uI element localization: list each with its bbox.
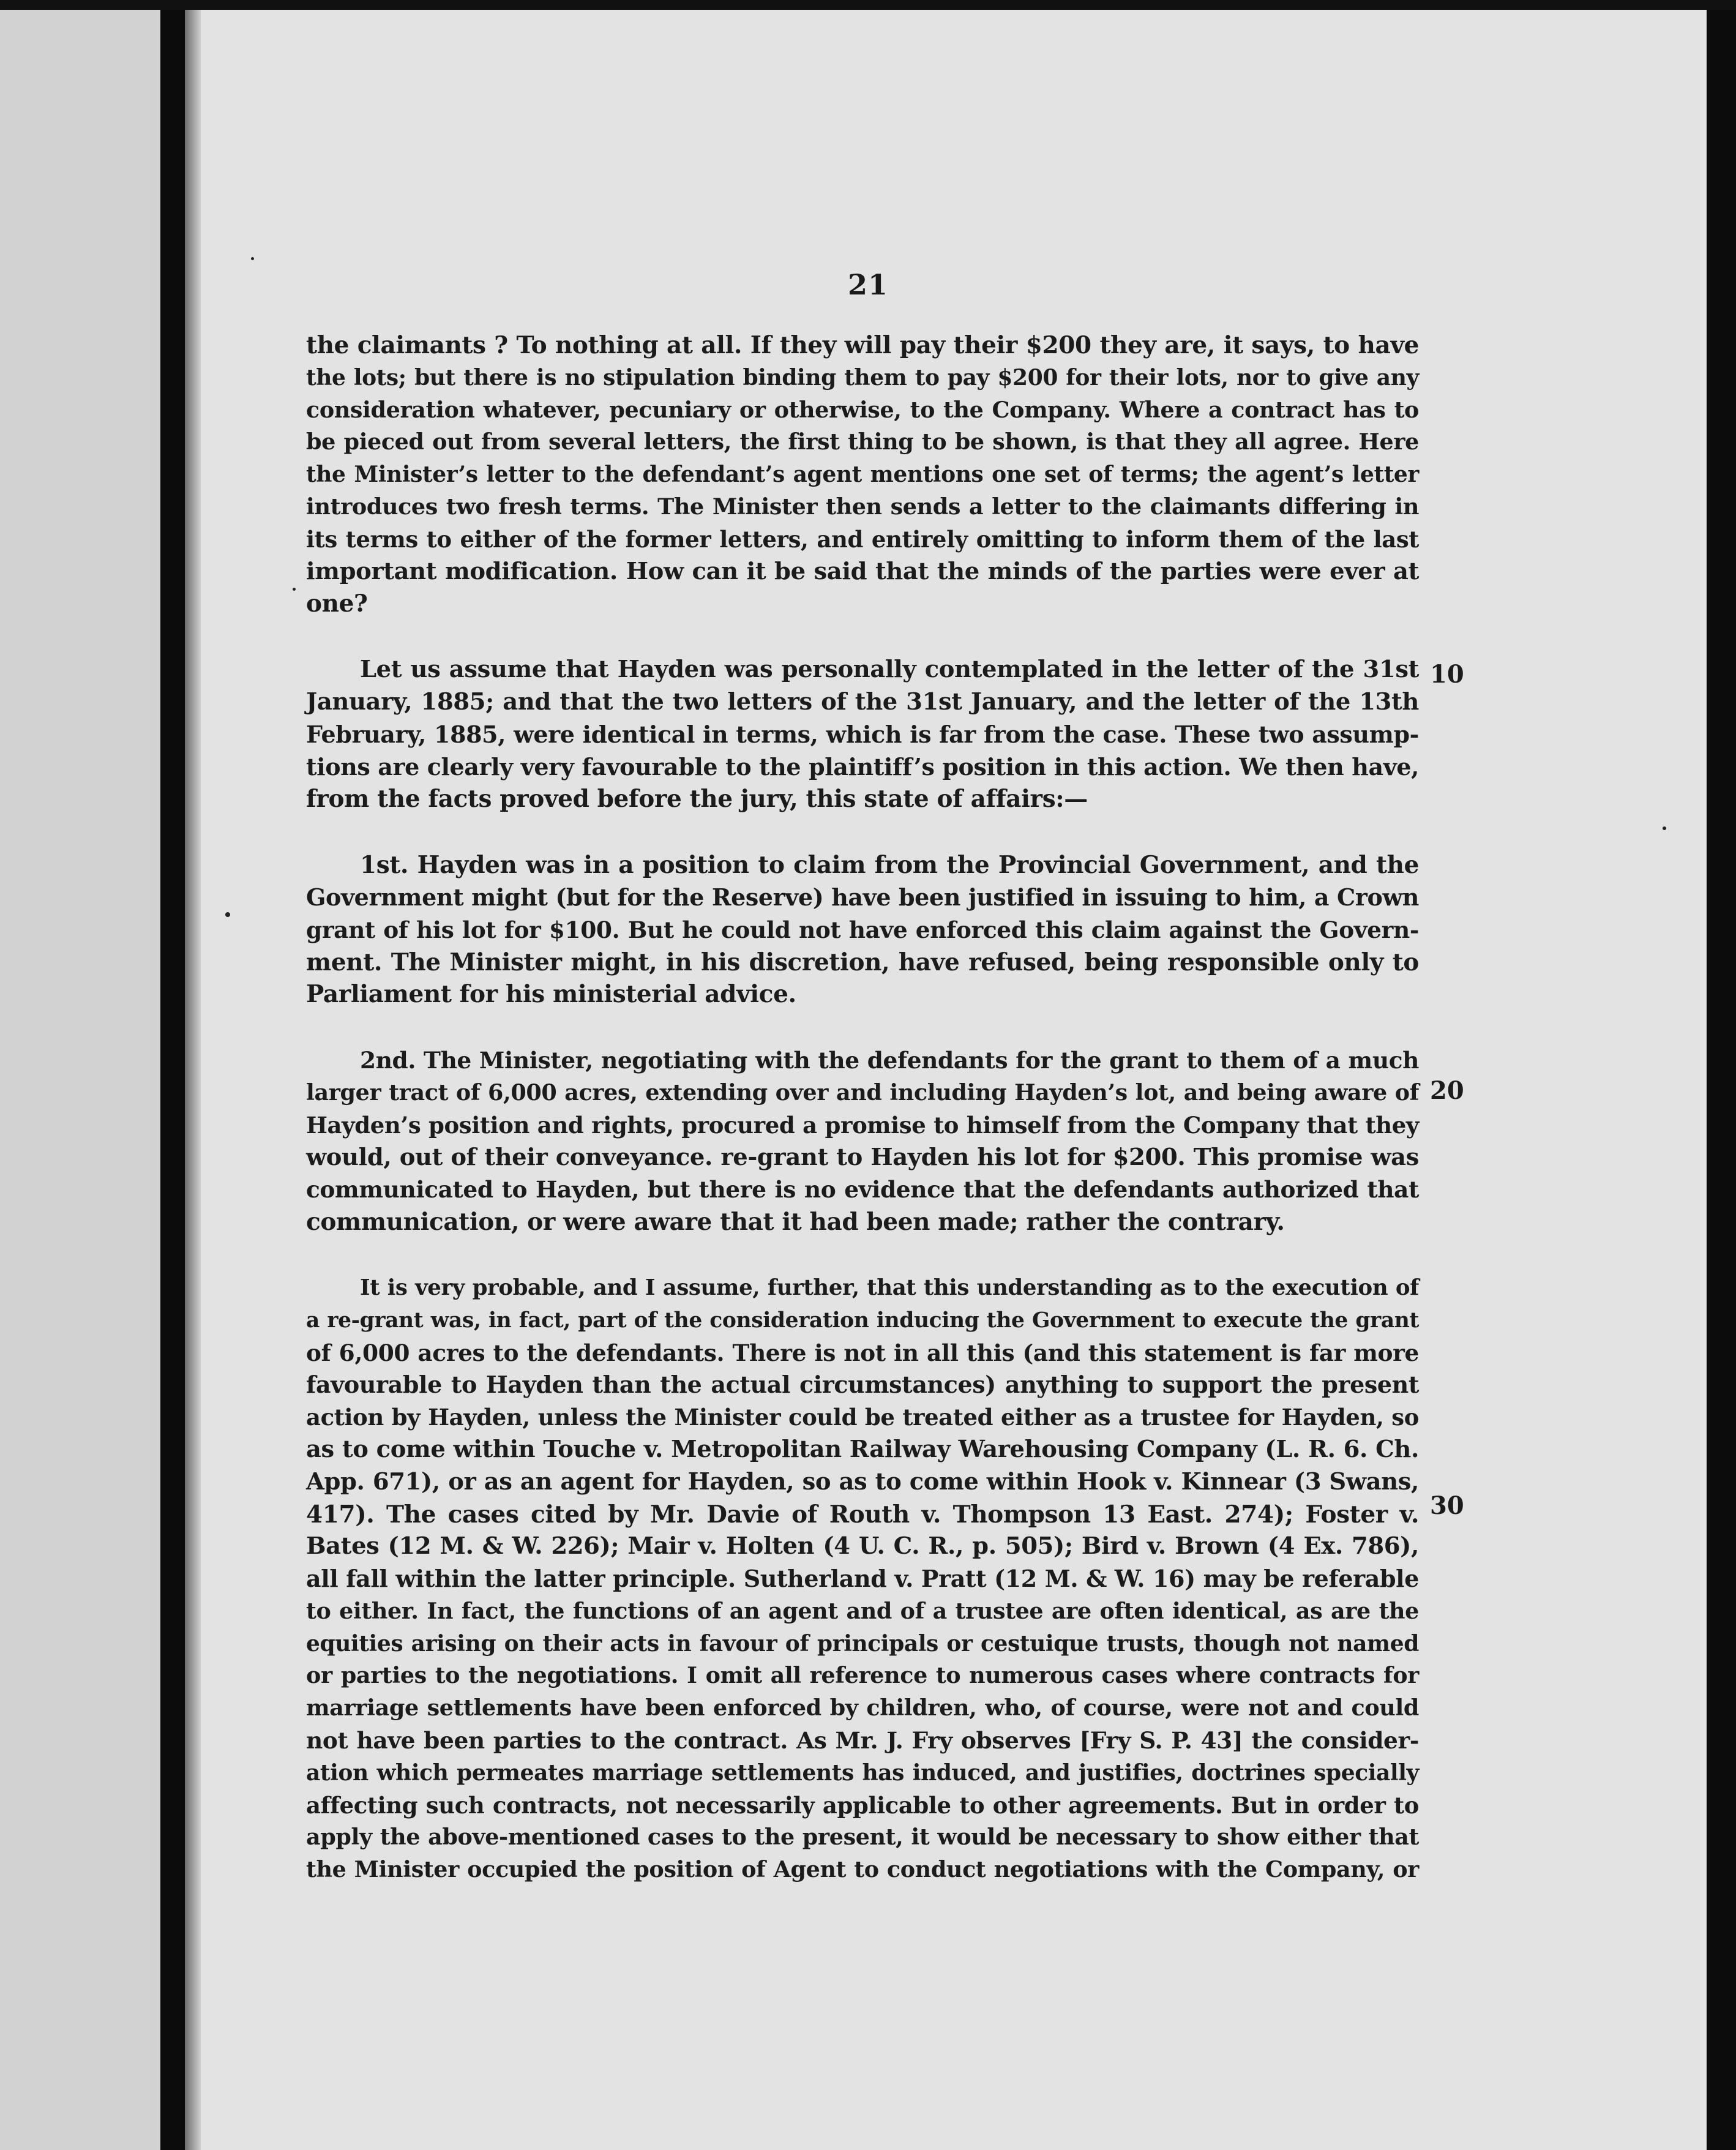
page-number: 21 bbox=[847, 268, 888, 301]
text-line: to either. In fact, the functions of an agent and of a trustee are often identical, as are the bbox=[306, 1597, 1419, 1624]
paragraph-second-point bbox=[306, 1044, 1419, 1238]
text-line: of 6,000 acres to the defendants. There is not in all this (and this statement is far more bbox=[306, 1339, 1419, 1366]
text-line: important modification. How can it be said that the minds of the parties were ever at bbox=[306, 557, 1419, 585]
paragraph-gap bbox=[306, 620, 1419, 654]
scan-speck bbox=[251, 257, 254, 260]
text-line: Hayden’s position and rights, procured a promise to himself from the Company that they bbox=[306, 1111, 1419, 1139]
text-line: its terms to either of the former letters, and entirely omitting to inform them of the last bbox=[306, 525, 1419, 553]
scan-top-edge bbox=[0, 0, 1736, 10]
paragraph-first-point bbox=[306, 849, 1419, 1011]
text-line: apply the above-mentioned cases to the present, it would be necessary to show either that bbox=[306, 1824, 1419, 1851]
text-line: 417). The cases cited by Mr. Davie of Routh v. Thompson 13 East. 274); Foster v. bbox=[306, 1500, 1419, 1529]
text-line: be pieced out from several letters, the first thing to be shown, is that they all agree. Here bbox=[306, 429, 1419, 455]
text-line: affecting such contracts, not necessarily applicable to other agreements. But in order to bbox=[306, 1791, 1419, 1819]
text-line: tions are clearly very favourable to the plaintiff’s position in this action. We then have, bbox=[306, 752, 1419, 781]
text-line: consideration whatever, pecuniary or otherwise, to the Company. Where a contract has to bbox=[306, 396, 1419, 423]
scan-speck bbox=[225, 912, 230, 917]
margin-line-number-30: 30 bbox=[1430, 1491, 1464, 1520]
text-line: App. 671), or as an agent for Hayden, so as to come within Hook v. Kinnear (3 Swans, bbox=[306, 1467, 1419, 1496]
text-line: action by Hayden, unless the Minister could be treated either as a trustee for Hayden, so bbox=[306, 1404, 1419, 1431]
paragraph-claimants bbox=[306, 329, 1419, 620]
text-line: not have been parties to the contract. As Mr. J. Fry observes [Fry S. P. 43] the consider- bbox=[306, 1727, 1419, 1755]
scan-gutter-shadow bbox=[185, 0, 201, 2150]
text-line: February, 1885, were identical in terms, which is far from the case. These two assump- bbox=[306, 720, 1419, 748]
paragraph-gap bbox=[306, 1011, 1419, 1044]
text-line: introduces two fresh terms. The Minister then sends a letter to the claimants differing in bbox=[306, 493, 1419, 520]
text-line: a re-grant was, in fact, part of the consideration inducing the Government to execute the grant bbox=[306, 1308, 1419, 1333]
text-line: as to come within Touche v. Metropolitan Railway Warehousing Company (L. R. 6. Ch. bbox=[306, 1435, 1419, 1463]
text-line: all fall within the latter principle. Sutherland v. Pratt (12 M. & W. 16) may be referable bbox=[306, 1565, 1419, 1593]
text-line: one? bbox=[306, 590, 368, 618]
paragraph-assumption bbox=[306, 654, 1419, 815]
text-line: the Minister occupied the position of Agent to conduct negotiations with the Company, or bbox=[306, 1856, 1419, 1883]
text-line: communication, or were aware that it had been made; rather the contrary. bbox=[306, 1208, 1285, 1237]
text-line: the lots; but there is no stipulation binding them to pay $200 for their lots, nor to give any bbox=[306, 364, 1419, 391]
text-line: would, out of their conveyance. re-grant to Hayden his lot for $200. This promise was bbox=[306, 1143, 1419, 1171]
text-line: grant of his lot for $100. But he could not have enforced this claim against the Govern- bbox=[306, 916, 1419, 943]
text-line: communicated to Hayden, but there is no evidence that the defendants authorized that bbox=[306, 1176, 1419, 1204]
text-line: It is very probable, and I assume, further, that this understanding as to the execution of bbox=[360, 1275, 1419, 1300]
scan-speck bbox=[293, 588, 296, 591]
text-line: 1st. Hayden was in a position to claim from the Provincial Government, and the bbox=[360, 851, 1419, 880]
text-line: larger tract of 6,000 acres, extending over and including Hayden’s lot, and being aware of bbox=[306, 1079, 1419, 1106]
scan-background-left bbox=[0, 0, 160, 2150]
scan-background-right bbox=[1707, 0, 1736, 2150]
body-text bbox=[306, 329, 1419, 1886]
paragraph-probable bbox=[306, 1272, 1419, 1886]
scan-speck bbox=[1663, 826, 1666, 830]
text-line: Bates (12 M. & W. 226); Mair v. Holten (4 U. C. R., p. 505); Bird v. Brown (4 Ex. 786), bbox=[306, 1532, 1419, 1560]
text-line: Let us assume that Hayden was personally contemplated in the letter of the 31st bbox=[360, 656, 1419, 684]
text-line: Parliament for his ministerial advice. bbox=[306, 980, 796, 1009]
margin-line-number-20: 20 bbox=[1430, 1076, 1464, 1105]
paragraph-gap bbox=[306, 815, 1419, 849]
text-line: Government might (but for the Reserve) have been justified in issuing to him, a Crown bbox=[306, 883, 1419, 911]
text-line: January, 1885; and that the two letters of the 31st January, and the letter of the 13th bbox=[306, 687, 1419, 716]
text-line: the claimants ? To nothing at all. If they will pay their $200 they are, it says, to have bbox=[306, 331, 1419, 359]
text-line: ation which permeates marriage settlements has induced, and justifies, doctrines specially bbox=[306, 1759, 1419, 1786]
text-line: the Minister’s letter to the defendant’s agent mentions one set of terms; the agent’s letter bbox=[306, 462, 1419, 488]
text-line: 2nd. The Minister, negotiating with the defendants for the grant to them of a much bbox=[360, 1047, 1419, 1074]
text-line: from the facts proved before the jury, this state of affairs:— bbox=[306, 785, 1088, 814]
text-line: equities arising on their acts in favour of principals or cestuique trusts, though not named bbox=[306, 1630, 1419, 1657]
scan-gutter-bar bbox=[160, 0, 185, 2150]
paragraph-gap bbox=[306, 1238, 1419, 1272]
text-line: favourable to Hayden than the actual circumstances) anything to support the present bbox=[306, 1371, 1419, 1399]
text-line: or parties to the negotiations. I omit all reference to numerous cases where contracts for bbox=[306, 1662, 1419, 1689]
text-line: marriage settlements have been enforced by children, who, of course, were not and could bbox=[306, 1695, 1419, 1721]
text-line: ment. The Minister might, in his discretion, have refused, being responsible only to bbox=[306, 948, 1419, 976]
margin-line-number-10: 10 bbox=[1430, 660, 1464, 689]
